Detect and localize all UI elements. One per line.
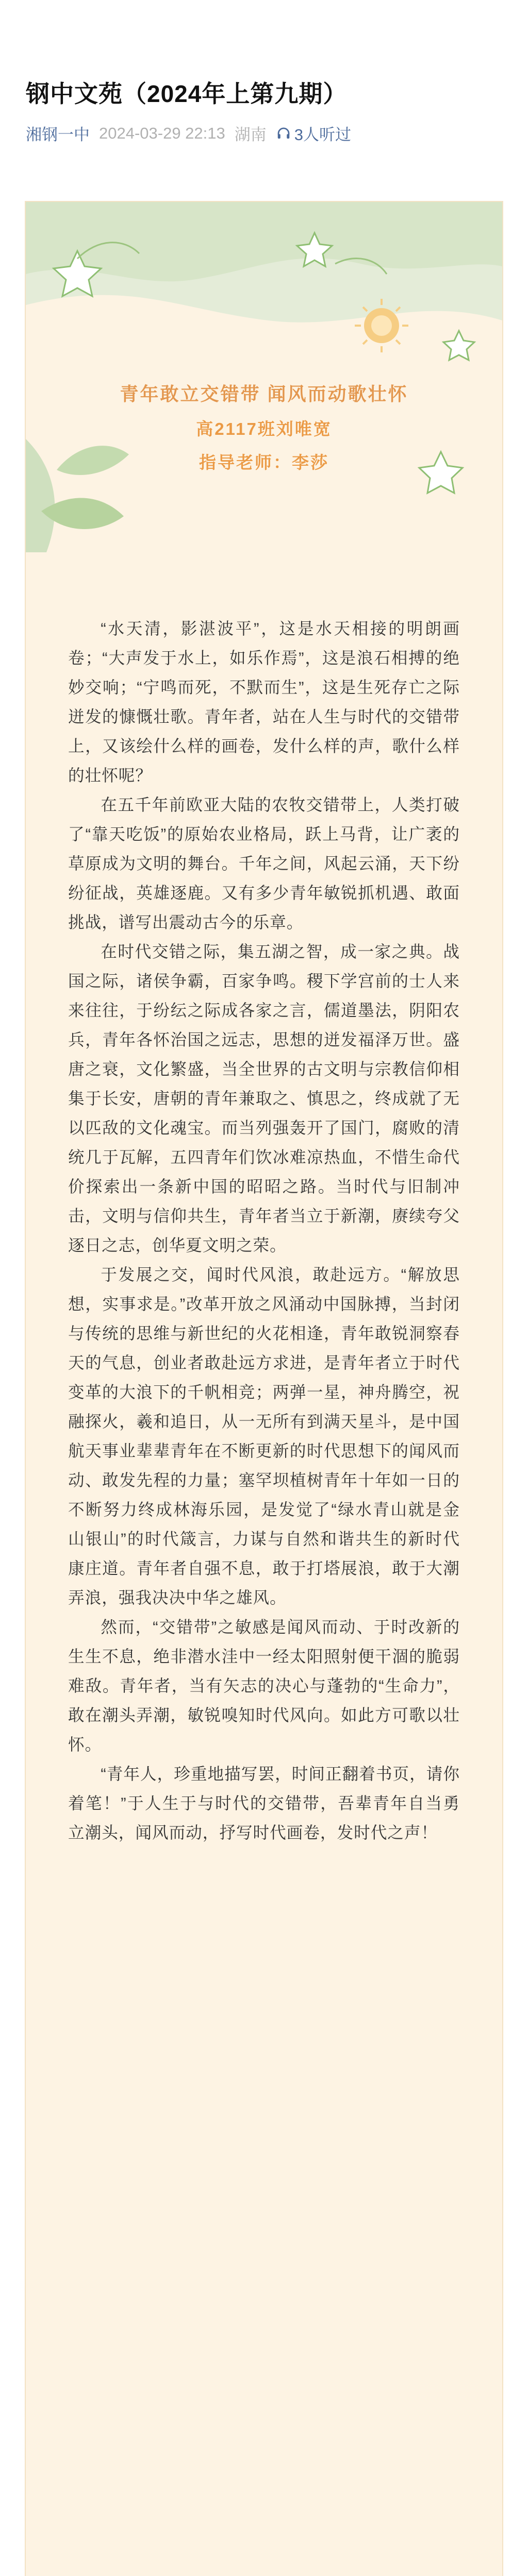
publish-location: 湖南 xyxy=(234,126,267,144)
article-meta xyxy=(26,122,502,145)
article-body xyxy=(68,614,460,1848)
body-paragraph: “青年人，珍重地描写罢，时间正翻着书页，请你着笔！”于人生于与时代的交错带，吾辈青年自当勇立潮头，闻风而动，抒写时代画卷，发时代之声！ xyxy=(68,1765,460,1842)
body-paragraph: 在五千年前欧亚大陆的农牧交错带上，人类打破了“靠天吃饭”的原始农业格局，跃上马背，让广袤的草原成为文明的舞台。千年之间，风起云涌，天下纷纷征战，英雄逐鹿。又有多少青年敏锐抓机遇、敢面挑战，谱写出震动古今的乐章。 xyxy=(68,795,460,931)
publish-datetime: 2024-03-29 22:13 xyxy=(99,124,225,142)
body-paragraph: 在时代交错之际，集五湖之智，成一家之典。战国之际，诸侯争霸，百家争鸣。稷下学宫前的士人来来往往，于纷纭之际成各家之言，儒道墨法，阴阳农兵，青年各怀治国之远志，思想的迸发福泽万世。盛唐之衰，文化繁盛，当全世界的古文明与宗教信仰相集于长安，唐朝的青年兼取之、慎思之，终成就了无以匹敌的文化魂宝。而当列强轰开了国门，腐败的清统几于瓦解，五四青年们饮冰难凉热血，不惜生命代价探索出一条新中国的昭昭之路。当时代与旧制冲击，文明与信仰共生，青年者当立于新潮，赓续夸父逐日之志，创华夏文明之荣。 xyxy=(68,942,460,1255)
body-paragraph: 于发展之交，闻时代风浪，敢赴远方。“解放思想，实事求是。”改革开放之风涌动中国脉搏，当封闭与传统的思维与新世纪的火花相逢，青年敢锐洞察春天的气息，创业者敢赴远方求进，是青年者立于时代变革的大浪下的千帆相竞；两弹一星，神舟腾空，祝融探火，羲和追日，从一无所有到满天星斗，是中国航天事业辈辈青年在不断更新的时代思想下的闻风而动、敢发先程的力量；塞罕坝植树青年十年如一日的不断努力终成林海乐园，是发觉了“绿水青山就是金山银山”的时代箴言，力谋与自然和谐共生的新时代康庄道。青年者自强不息，敢于打塔展浪，敢于大潮弄浪，强我决决中华之雄风。 xyxy=(68,1265,460,1607)
article-card xyxy=(25,201,503,2576)
article-title: 钢中文苑（2024年上第九期） xyxy=(26,80,348,107)
article-banner xyxy=(26,202,502,568)
headphone-icon xyxy=(276,126,291,141)
listen-count: 3人听过 xyxy=(294,126,352,144)
body-paragraph: “水天清，影湛波平”，这是水天相接的明朗画卷；“大声发于水上，如乐作焉”，这是浪石相搏的绝妙交响；“宁鸣而死，不默而生”，这是生死存亡之际迸发的慷慨壮歌。青年者，站在人生与时代的交错带上，又该绘什么样的画卷，发什么样的声，歌什么样的壮怀呢？ xyxy=(68,619,460,785)
author-link[interactable]: 湘钢一中 xyxy=(26,126,90,144)
banner-heading: 青年敢立交错带 闻风而动歌壮怀 xyxy=(120,383,408,404)
listen-button[interactable] xyxy=(276,122,351,145)
article-header xyxy=(0,0,528,145)
body-paragraph: 然而，“交错带”之敏感是闻风而动、于时改新的生生不息，绝非潜水洼中一经太阳照射便干涸的脆弱难敌。青年者，当有矢志的决心与蓬勃的“生命力”，敢在潮头弄潮，敏锐嗅知时代风向。如此方可歌以壮怀。 xyxy=(68,1618,460,1754)
banner-teacher: 指导老师：李莎 xyxy=(199,453,329,472)
banner-byline: 高2117班刘唯宽 xyxy=(196,419,332,438)
